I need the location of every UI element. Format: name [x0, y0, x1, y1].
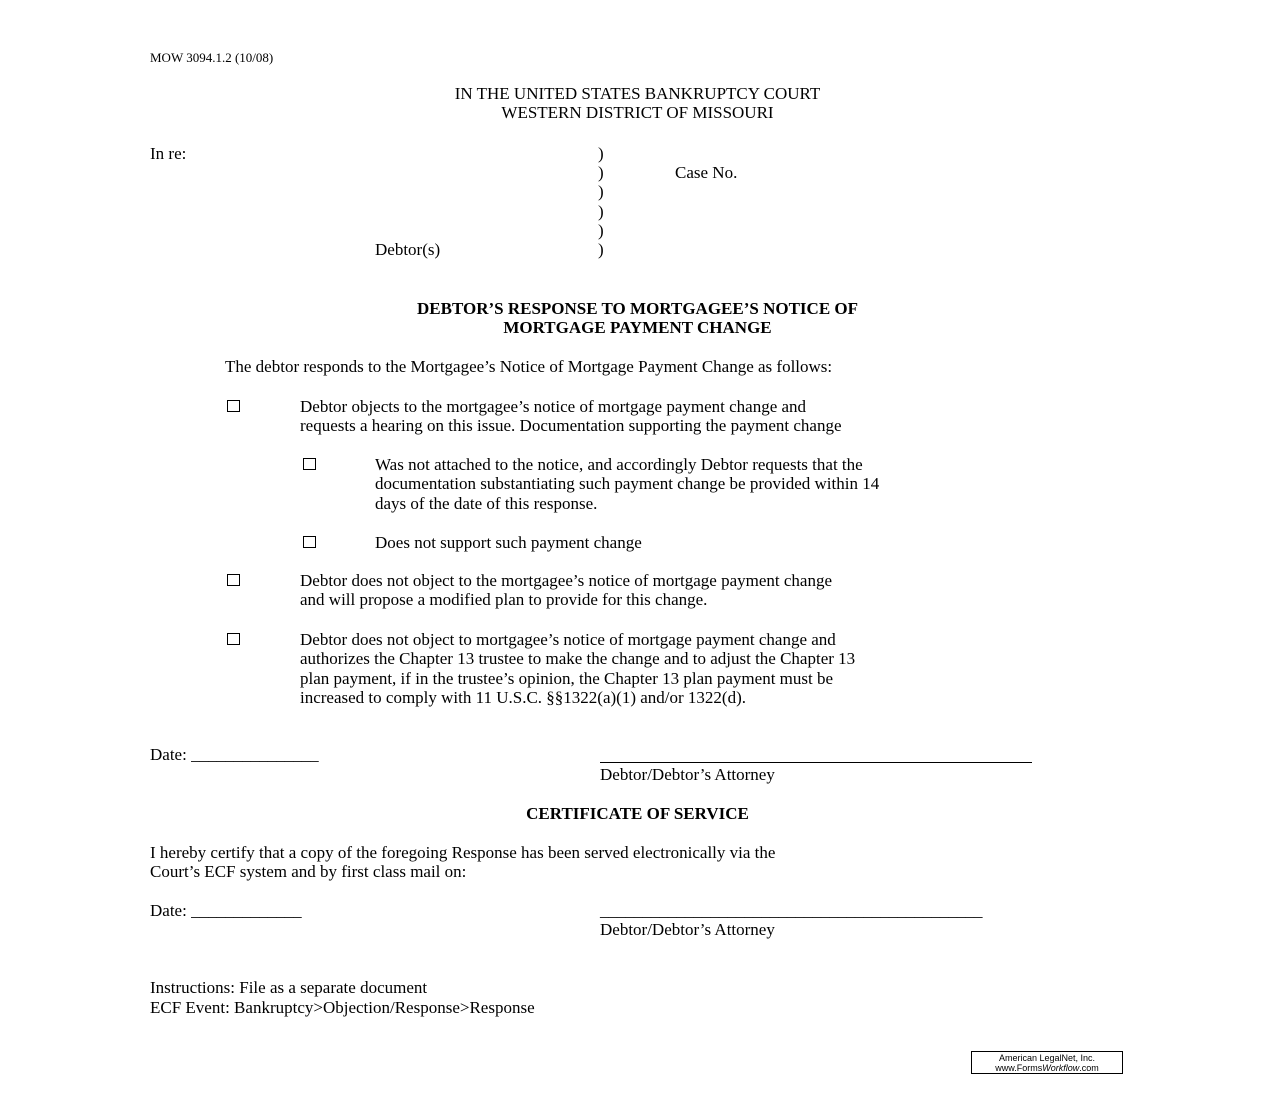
caption-paren: ) [598, 240, 604, 259]
caption-paren: ) [598, 163, 604, 182]
ecf-event-text: ECF Event: Bankruptcy>Objection/Response>Response [150, 998, 535, 1017]
text-line: Debtor objects to the mortgagee’s notice of mortgage payment change and [300, 397, 807, 416]
text-line: plan payment, if in the trustee’s opinion, the Chapter 13 plan payment must be [300, 668, 834, 688]
text-line: days of the date of this response. [375, 493, 598, 513]
text-line: Does not support such payment change [375, 533, 642, 552]
form-id: MOW 3094.1.2 (10/08) [150, 50, 274, 65]
text-line: Was not attached to the notice, and accordingly Debtor requests that the [375, 455, 863, 474]
url-suffix: .com [1079, 1063, 1099, 1073]
caption-paren: ) [598, 221, 604, 240]
document-title-line2: MORTGAGE PAYMENT CHANGE [503, 318, 772, 337]
option-trustee-text [300, 630, 855, 708]
publisher-name: American LegalNet, Inc. [998, 1053, 1096, 1063]
signer-label-1: Debtor/Debtor’s Attorney [600, 765, 775, 784]
url-prefix: www.Forms [995, 1063, 1043, 1073]
publisher-url [972, 1063, 1122, 1073]
date-field-1[interactable]: Date: _______________ [150, 745, 319, 764]
document-title: DEBTOR’S RESPONSE TO MORTGAGEE’S NOTICE OF [416, 299, 859, 318]
certificate-title: CERTIFICATE OF SERVICE [526, 804, 749, 823]
caption-paren: ) [598, 182, 604, 201]
intro-text: The debtor responds to the Mortgagee’s Notice of Mortgage Payment Change as follows: [225, 357, 833, 376]
certificate-text-line2: Court’s ECF system and by first class mail on: [150, 862, 467, 881]
caption-paren: ) [598, 144, 604, 163]
option-trustee-checkbox[interactable] [227, 633, 240, 645]
option-objects-text [300, 397, 842, 436]
text-line: documentation substantiating such payment change be provided within 14 [375, 474, 880, 494]
option-not-attached-checkbox[interactable] [303, 458, 316, 470]
in-re-label: In re: [150, 144, 187, 163]
text-line: increased to comply with 11 U.S.C. §§1322(a)(1) and/or 1322(d). [300, 688, 747, 708]
signature-line-2[interactable]: _____________________________________________ [600, 901, 983, 920]
option-not-attached-text [375, 455, 879, 513]
option-modified-plan-checkbox[interactable] [227, 574, 240, 586]
option-not-support-checkbox[interactable] [303, 536, 316, 548]
signature-line-1[interactable] [600, 762, 1032, 763]
publisher-badge [971, 1051, 1123, 1074]
court-district: WESTERN DISTRICT OF MISSOURI [501, 103, 774, 122]
debtors-label: Debtor(s) [375, 240, 441, 259]
instructions-text: Instructions: File as a separate document [150, 978, 428, 997]
url-italic: Workflow [1042, 1063, 1080, 1073]
option-objects-checkbox[interactable] [227, 400, 240, 412]
option-not-support-text [375, 533, 642, 552]
date-field-2[interactable]: Date: _____________ [150, 901, 302, 920]
text-line: Debtor does not object to the mortgagee’s notice of mortgage payment change [300, 571, 833, 590]
text-line: authorizes the Chapter 13 trustee to make the change and to adjust the Chapter 13 [300, 649, 856, 669]
option-modified-plan-text [300, 571, 832, 610]
signer-label-2: Debtor/Debtor’s Attorney [600, 920, 775, 939]
text-line: and will propose a modified plan to provide for this change. [300, 590, 708, 610]
certificate-text-line1: I hereby certify that a copy of the foregoing Response has been served electronically via the [150, 843, 776, 862]
text-line: requests a hearing on this issue. Documentation supporting the payment change [300, 416, 842, 436]
case-no-label: Case No. [675, 163, 738, 182]
court-name: IN THE UNITED STATES BANKRUPTCY COURT [454, 84, 821, 103]
text-line: Debtor does not object to mortgagee’s notice of mortgage payment change and [300, 630, 836, 649]
caption-paren: ) [598, 202, 604, 221]
